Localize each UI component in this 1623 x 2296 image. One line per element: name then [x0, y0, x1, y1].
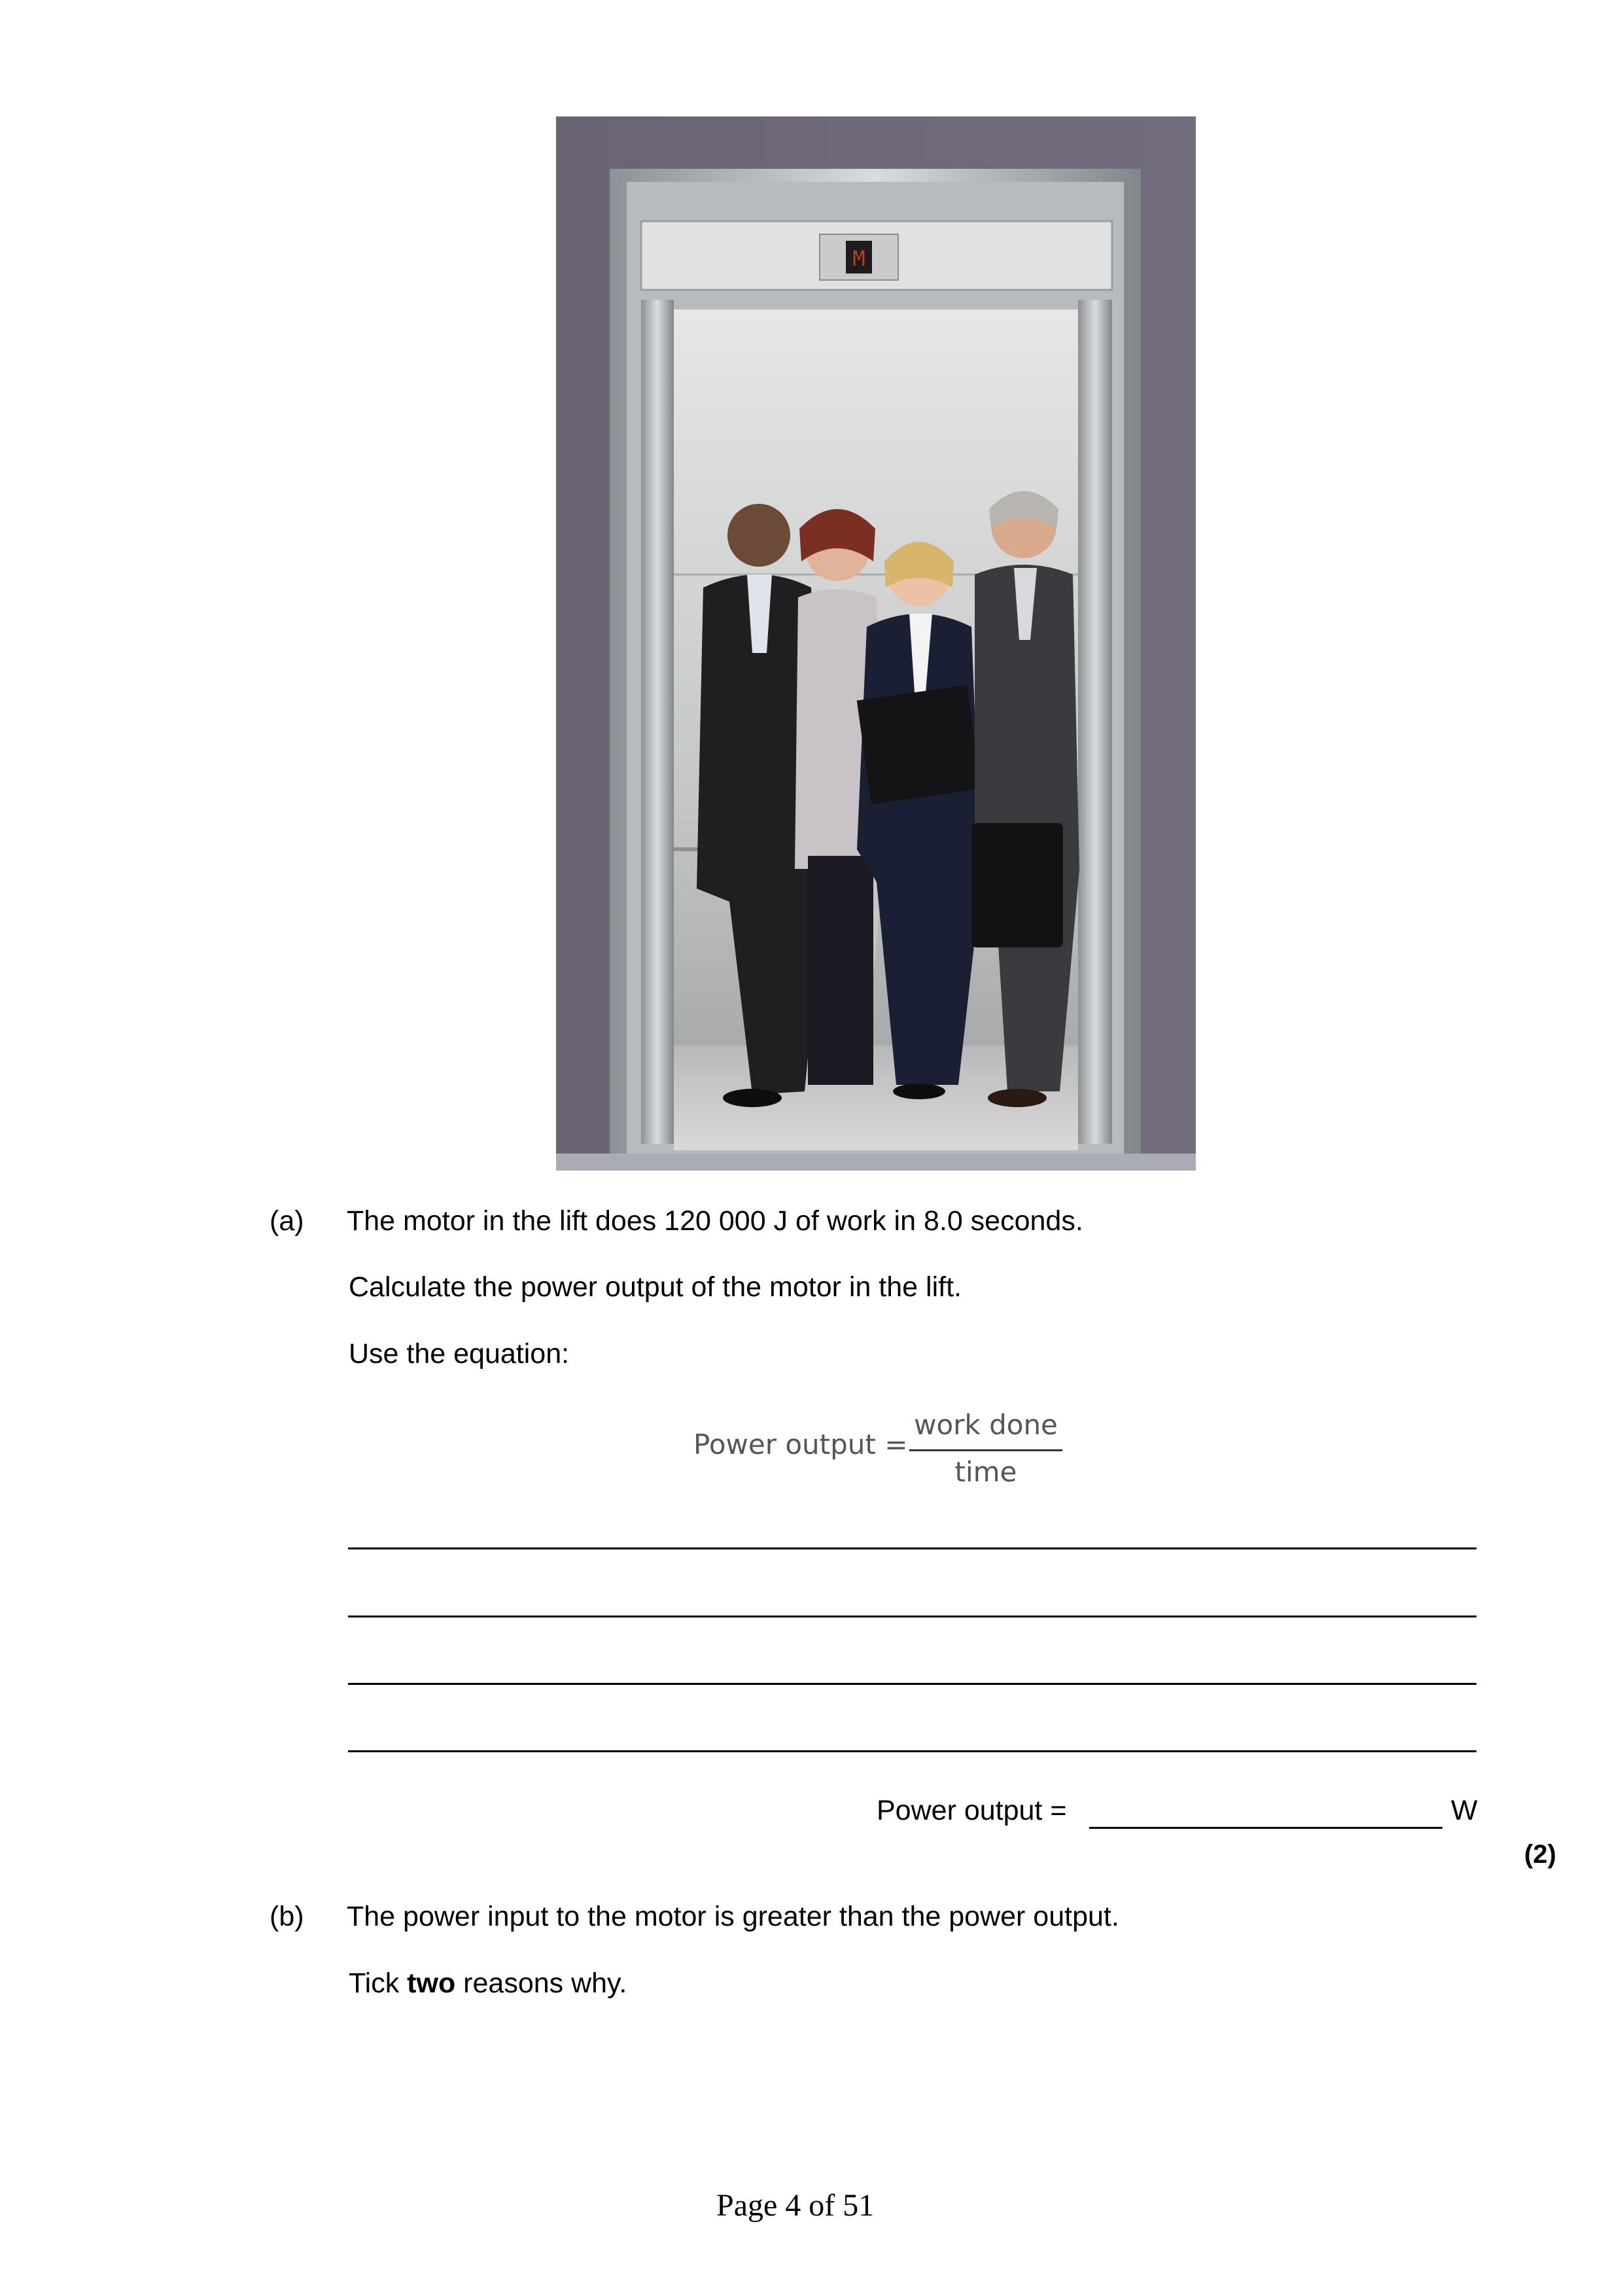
marks-label: (2)	[1524, 1840, 1556, 1869]
instruction-suffix: reasons why.	[455, 1968, 627, 1999]
answer-unit: W	[1451, 1795, 1478, 1826]
part-b-statement: The power input to the motor is greater than the power output.	[347, 1901, 1119, 1932]
floor-indicator: M	[852, 246, 865, 271]
working-line-1[interactable]	[348, 1547, 1476, 1549]
working-line-2[interactable]	[348, 1616, 1476, 1617]
part-b-label: (b)	[270, 1901, 304, 1932]
part-a-statement: The motor in the lift does 120 000 J of work in 8.0 seconds.	[347, 1205, 1083, 1237]
lift-photo	[556, 116, 1196, 1171]
answer-prompt: Power output =	[877, 1795, 1067, 1826]
equation-denominator: time	[954, 1456, 1017, 1488]
power-output-answer-field[interactable]	[1089, 1801, 1442, 1829]
part-b-instruction	[349, 1969, 627, 1998]
part-a-instruction: Calculate the power output of the motor in the lift.	[349, 1271, 962, 1303]
power-equation	[693, 1409, 1060, 1491]
instruction-emphasis: two	[407, 1968, 456, 1999]
equation-lhs: Power output =	[693, 1428, 908, 1460]
page-number: Page 4 of 51	[716, 2188, 875, 2223]
working-line-4[interactable]	[348, 1750, 1476, 1752]
working-line-3[interactable]	[348, 1683, 1476, 1685]
fraction-bar	[909, 1449, 1062, 1451]
equation-numerator: work done	[914, 1409, 1058, 1441]
lift-photo-illustration	[556, 116, 1196, 1171]
instruction-prefix: Tick	[349, 1968, 408, 1999]
equation-intro: Use the equation:	[349, 1338, 570, 1369]
part-a-label: (a)	[270, 1205, 304, 1237]
